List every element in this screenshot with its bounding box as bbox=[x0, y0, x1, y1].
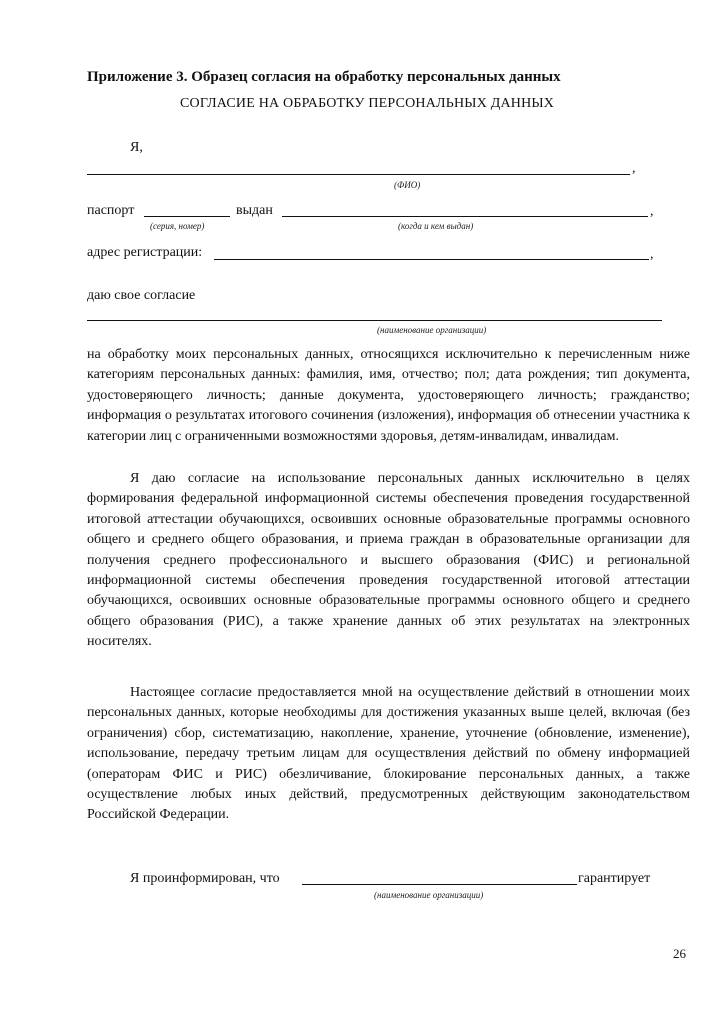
address-comma: , bbox=[650, 247, 654, 262]
address-line bbox=[214, 259, 649, 260]
series-caption: (серия, номер) bbox=[150, 221, 205, 231]
appendix-title: Приложение 3. Образец согласия на обработку персональных данных bbox=[87, 69, 561, 85]
paragraph-purpose: Я даю согласие на использование персональных данных исключительно в целях формирования федеральной информационной системы обеспечения проведения государственной итоговой аттестации обучающихся, освоивших основные образовательные программы основного общего и среднего общего образования, и приема граждан в образовательные организации для получения среднего профессионального и высшего образования (ФИС) и региональной информационной системы обеспечения проведения государственной итоговой аттестации обучающихся, освоивших основные образовательные программы основного общего и среднего общего образования (РИС), а также хранение данных об этих результатах на электронных носителях. bbox=[87, 471, 690, 650]
passport-comma: , bbox=[650, 204, 654, 219]
address-label: адрес регистрации: bbox=[87, 245, 203, 260]
passport-series-line bbox=[144, 216, 230, 217]
page-number: 26 bbox=[673, 946, 686, 961]
organization-caption: (наименование организации) bbox=[377, 325, 487, 335]
consent-label: даю свое согласие bbox=[87, 288, 196, 303]
issued-label: выдан bbox=[236, 203, 273, 218]
issued-by-line bbox=[282, 216, 648, 217]
guarantor-caption: (наименование организации) bbox=[374, 890, 484, 900]
consent-subtitle: СОГЛАСИЕ НА ОБРАБОТКУ ПЕРСОНАЛЬНЫХ ДАННЫХ bbox=[180, 96, 555, 111]
guarantor-line bbox=[302, 884, 577, 885]
ya-text: Я, bbox=[130, 140, 143, 155]
fio-caption: (ФИО) bbox=[394, 180, 421, 190]
fio-line bbox=[87, 174, 630, 175]
paragraph-actions: Настоящее согласие предоставляется мной на осуществление действий в отношении моих персональных данных, которые необходимы для достижения указанных выше целей, включая (без ограничения) сбор, систематизацию, накопление, хранение, уточнение (обновление, изменение), использование, передачу третьим лицам для осуществления действий по обмену информацией (операторам ФИС и РИС) обезличивание, блокирование персональных данных, а также осуществление любых иных действий, предусмотренных действующим законодательством Российской Федерации. bbox=[87, 685, 690, 823]
guarantees-label: гарантирует bbox=[578, 871, 651, 886]
issued-by-caption: (когда и кем выдан) bbox=[398, 221, 474, 231]
paragraph-categories: на обработку моих персональных данных, относящихся исключительно к перечисленным ниже категориям персональных данных: фамилия, имя, отчество; пол; дата рождения; тип документа, удостоверяющего личность; данные документа, удостоверяющего личность; гражданство; информация о результатах итогового сочинения (изложения), информация об отнесении участника к категории лиц с ограниченными возможностями здоровья, детям-инвалидам, инвалидам. bbox=[87, 347, 690, 444]
fio-comma: , bbox=[632, 161, 636, 176]
organization-line bbox=[87, 320, 662, 321]
informed-label: Я проинформирован, что bbox=[130, 871, 280, 886]
passport-label: паспорт bbox=[87, 203, 135, 218]
